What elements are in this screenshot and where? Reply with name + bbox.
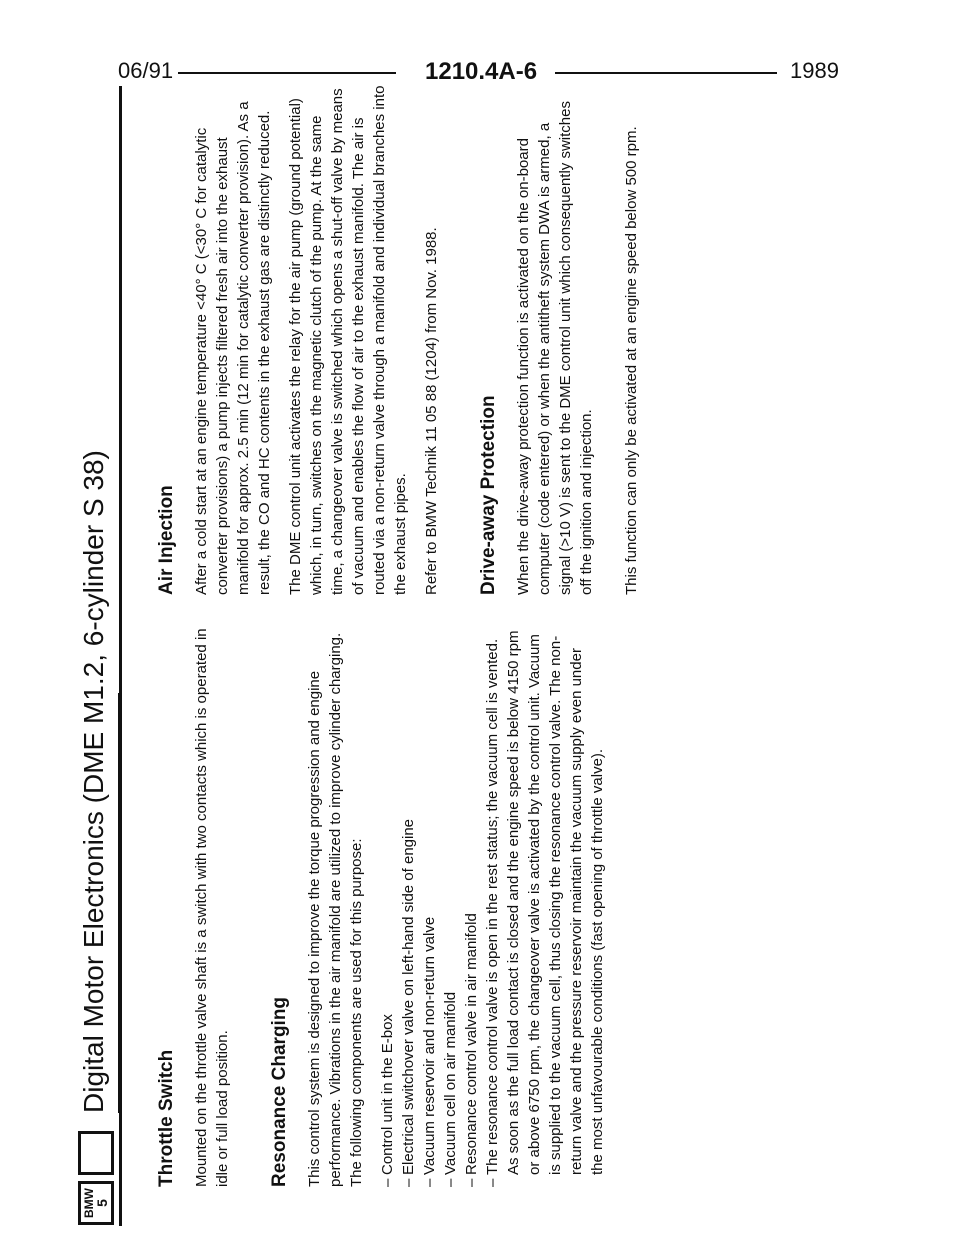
resonance-charging-heading: Resonance Charging [269, 996, 290, 1187]
air-injection-reference: Refer to BMW Technik 11 05 88 (1204) from Nov. 1988. [423, 227, 440, 595]
right-column [156, 85, 652, 595]
list-item: – The resonance control valve is open in the rest status; the vacuum cell is vented. As soon as the full load contact is closed and the engine speed is below 4150 rpm or above 6750 rpm, the changeover valve is activated by the control unit. Vacuum is supplied to the vacuum cell, thus closing the resonance control valve. The non-return valve and the pressure reservoir maintain the vacuum supply even under the most unfavourable conditions (fast opening of throttle valve). [482, 627, 608, 1187]
drive-away-protection-text-1: When the drive-away protection function is activated on the on-board computer (code entered) or when the antitheft system DWA is armed, a signal (>10 V) is sent to the DME control unit which consequently switches off the ignition and injection. [515, 101, 595, 595]
list-item: – Vacuum reservoir and non-return valve [419, 627, 440, 1187]
list-item: – Vacuum cell on air manifold [440, 627, 461, 1187]
resonance-components-list [377, 627, 608, 1187]
list-item: – Control unit in the E-box [377, 627, 398, 1187]
bmw-logo [78, 1181, 114, 1225]
air-injection-text-2: The DME control unit activates the relay for the air pump (ground potential) which, in turn, switches on the magnetic clutch of the pump. At the same time, a changeover valve is switched which opens a shut-off valve by means of vacuum and enables the flow of air to the exhaust manifold. The air is routed via a non-return valve through a manifold and individual branches into the exhaust pipes. [287, 85, 409, 595]
header-date: 06/91 [118, 58, 174, 83]
header-rule-right [555, 72, 777, 74]
throttle-switch-text: Mounted on the throttle valve shaft is a switch with two contacts which is operated in idle or full load position. [193, 628, 231, 1187]
rotated-content [78, 85, 918, 1225]
drive-away-protection-heading: Drive-away Protection [478, 395, 499, 595]
air-injection-text-1: After a cold start at an engine temperature <40° C (<30° C for catalytic converter provisions) a pump injects filtered fresh air into the exhaust manifold for approx. 2.5 min (12 min for catalytic converter provision). As a result, the CO and HC contents in the exhaust gas are distinctly reduced. [193, 101, 273, 595]
list-item: – Resonance control valve in air manifold [461, 627, 482, 1187]
page-title: Digital Motor Electronics (DME M1.2, 6-cylinder S 38) [78, 450, 109, 1113]
logo-brand: BMW [82, 1188, 96, 1218]
left-column [156, 627, 608, 1187]
list-item: – Electrical switchover valve on left-hand side of engine [398, 627, 419, 1187]
title-underline [118, 693, 120, 1113]
header-year: 1989 [790, 58, 839, 83]
drive-away-protection-text-2: This function can only be activated at an engine speed below 500 rpm. [623, 126, 640, 595]
air-injection-heading: Air Injection [156, 485, 177, 595]
header-document-code: 1210.4A-6 [425, 58, 538, 85]
header-rule-left [178, 72, 396, 74]
throttle-switch-heading: Throttle Switch [156, 1049, 177, 1187]
logo-series-number: 5 [94, 1199, 110, 1207]
resonance-charging-text: This control system is designed to improve the torque progression and engine performance. Vibrations in the air manifold are utilized to improve cylinder charging. The following components are used for this purpose: [306, 632, 365, 1187]
logo-empty-box [78, 1131, 114, 1175]
